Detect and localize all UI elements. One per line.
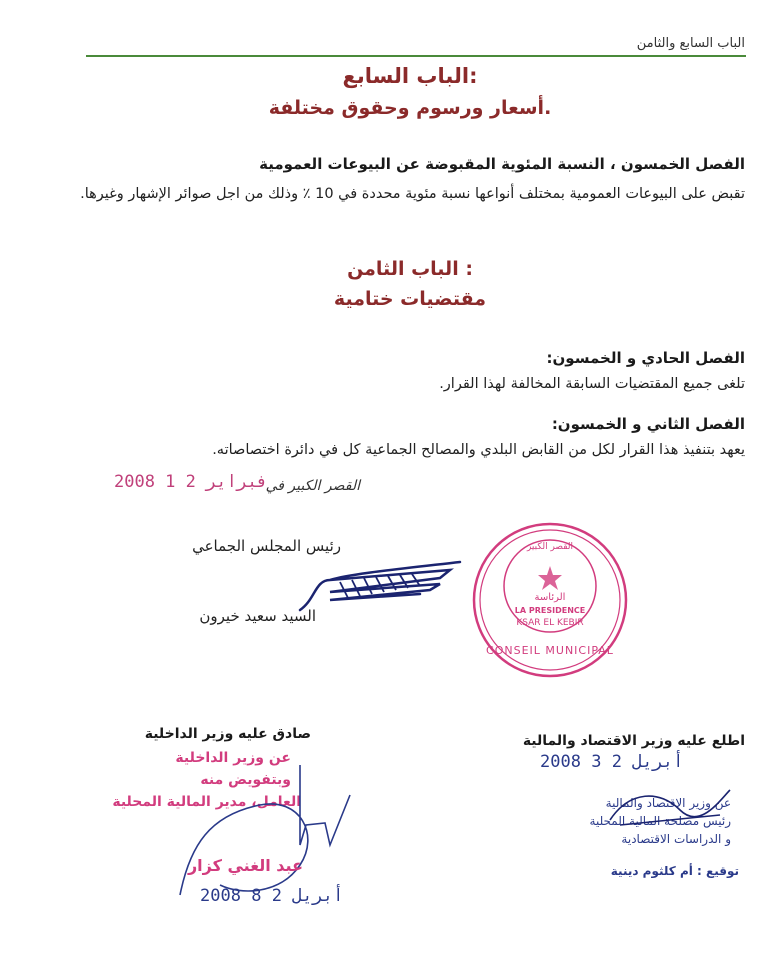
president-signature	[290, 540, 470, 630]
chapter-7-subtitle: أسعار ورسوم وحقوق مختلفة.	[268, 97, 552, 119]
finance-date-stamp: 2008 أبريل 2 3	[540, 752, 684, 772]
finance-stamp-line-2: رئيس مصلحة المالية المحلية	[589, 814, 731, 828]
article-52-text: يعهد بتنفيذ هذا القرار لكل من القابض البلدي والمصالح الجماعية كل في دائرة اختصاصاته.	[212, 442, 745, 458]
finance-heading: اطلع عليه وزير الاقتصاد والمالية	[522, 733, 745, 749]
municipal-seal	[470, 520, 630, 680]
interior-stamp-line-1: عن وزير الداخلية	[175, 750, 291, 766]
seal-text-council: CONSEIL MUNICIPAL	[486, 644, 614, 657]
running-header: الباب السابع والثامن	[636, 36, 745, 51]
chapter-8-subtitle: مقتضيات ختامية	[333, 288, 487, 310]
interior-stamp-line-2: وبتفويض منه	[200, 772, 291, 788]
article-50-heading: الفصل الخمسون ، النسبة المئوية المقبوضة عن البيوعات العمومية	[259, 155, 745, 173]
interior-signature	[150, 755, 410, 905]
article-50-text: تقبض على البيوعات العمومية بمختلف أنواعها نسبة مئوية محددة في 10 ٪ وذلك من اجل صوائر الإشهار وغيرها.	[80, 186, 745, 202]
seal-text-city: KSAR EL KEBIR	[516, 618, 584, 628]
header-divider	[86, 55, 746, 57]
seal-text-arabic: الرئاسة	[534, 592, 566, 603]
article-51-heading: الفصل الحادي و الخمسون:	[546, 349, 745, 367]
article-52-heading: الفصل الثاني و الخمسون:	[551, 415, 745, 433]
chapter-8-title: الباب الثامن :	[347, 258, 473, 280]
president-name: السيد سعيد خيرون	[199, 607, 316, 625]
finance-stamp-line-3: و الدراسات الاقتصادية	[621, 832, 731, 846]
signing-date-stamp: 2008 1 2 فبراير	[114, 472, 268, 492]
president-title: رئيس المجلس الجماعي	[192, 537, 341, 555]
interior-stamp-line-3: العامل، مدير المالية المحلية	[112, 794, 301, 810]
seal-text-presidence: LA PRESIDENCE	[514, 606, 586, 615]
interior-date-stamp: 2008 أبريل 2 8	[200, 886, 344, 906]
finance-signature-label: توقيع : أم كلثوم دينية	[610, 864, 739, 878]
signing-place: القصر الكبير في	[265, 478, 360, 494]
interior-signatory-name: عبد الغني كزار	[187, 856, 303, 875]
seal-text-top: القصر الكبير	[526, 542, 574, 552]
article-51-text: تلغى جميع المقتضيات السابقة المخالفة لهذا القرار.	[439, 376, 745, 392]
chapter-7-title: الباب السابع:	[342, 64, 478, 88]
finance-signature	[600, 780, 740, 840]
interior-heading: صادق عليه وزير الداخلية	[144, 726, 311, 742]
finance-stamp-line-1: عن وزير الاقتصاد والمالية	[605, 796, 731, 810]
